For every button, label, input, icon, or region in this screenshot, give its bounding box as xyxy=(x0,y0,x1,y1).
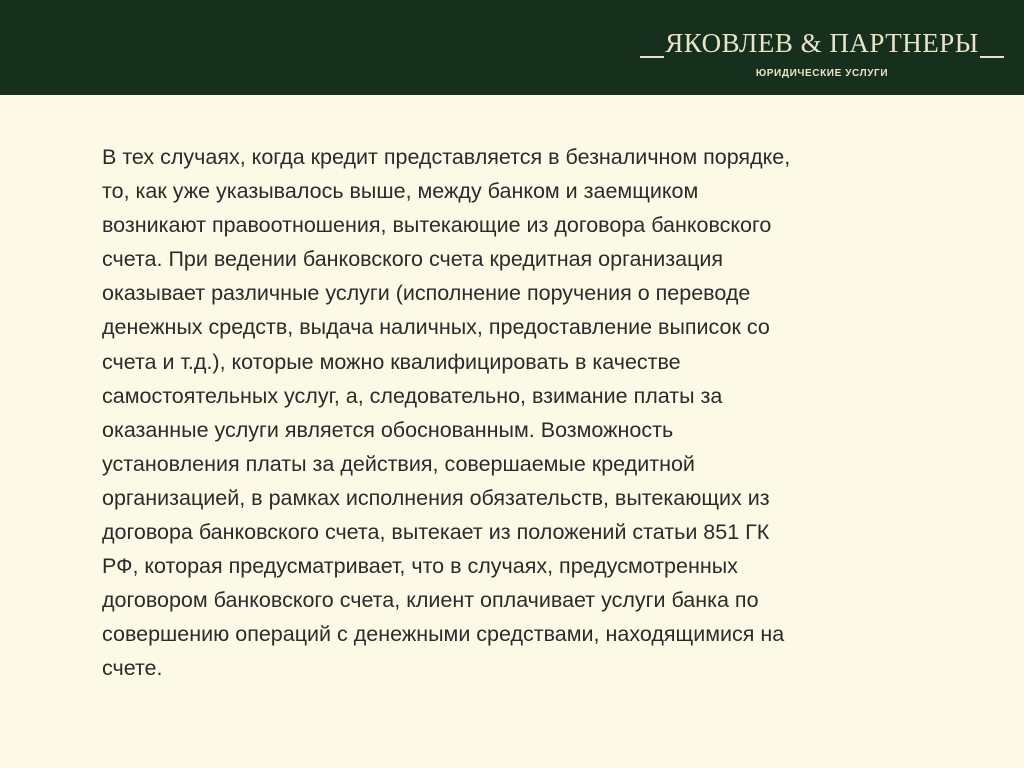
text-line: установления платы за действия, совершаемые кредитной xyxy=(102,451,695,476)
text-line: счета. При ведении банковского счета кредитная организация xyxy=(102,247,724,272)
text-line: организацией, в рамках исполнения обязательств, вытекающих из xyxy=(102,485,770,510)
header-bar xyxy=(0,0,1024,95)
text-line: счета и т.д.), которые можно квалифицировать в качестве xyxy=(102,349,681,374)
text-line: то, как уже указывалось выше, между банком и заемщиком xyxy=(102,179,699,204)
text-line: договором банковского счета, клиент оплачивает услуги банка по xyxy=(102,588,759,613)
text-line: договора банковского счета, вытекает из положений статьи 851 ГК xyxy=(102,520,770,545)
text-line: оказывает различные услуги (исполнение поручения о переводе xyxy=(102,281,751,306)
logo-tagline: ЮРИДИЧЕСКИЕ УСЛУГИ xyxy=(755,68,889,79)
slide-body-text xyxy=(102,140,942,686)
text-line: совершению операций с денежными средствами, находящимися на xyxy=(102,622,785,647)
text-line: возникают правоотношения, вытекающие из договора банковского xyxy=(102,213,772,238)
text-line: РФ, которая предусматривает, что в случаях, предусмотренных xyxy=(102,554,738,579)
text-line: В тех случаях, когда кредит представляется в безналичном порядке, xyxy=(102,145,791,169)
logo-rule-right xyxy=(980,56,1004,58)
text-line: счете. xyxy=(102,656,163,681)
text-line: денежных средств, выдача наличных, предоставление выписок со xyxy=(102,315,770,340)
logo-name: ЯКОВЛЕВ & ПАРТНЕРЫ xyxy=(665,28,979,58)
company-logo xyxy=(640,26,1004,86)
text-line: самостоятельных услуг, а, следовательно, взимание платы за xyxy=(102,383,723,408)
text-line: оказанные услуги является обоснованным. Возможность xyxy=(102,417,674,442)
